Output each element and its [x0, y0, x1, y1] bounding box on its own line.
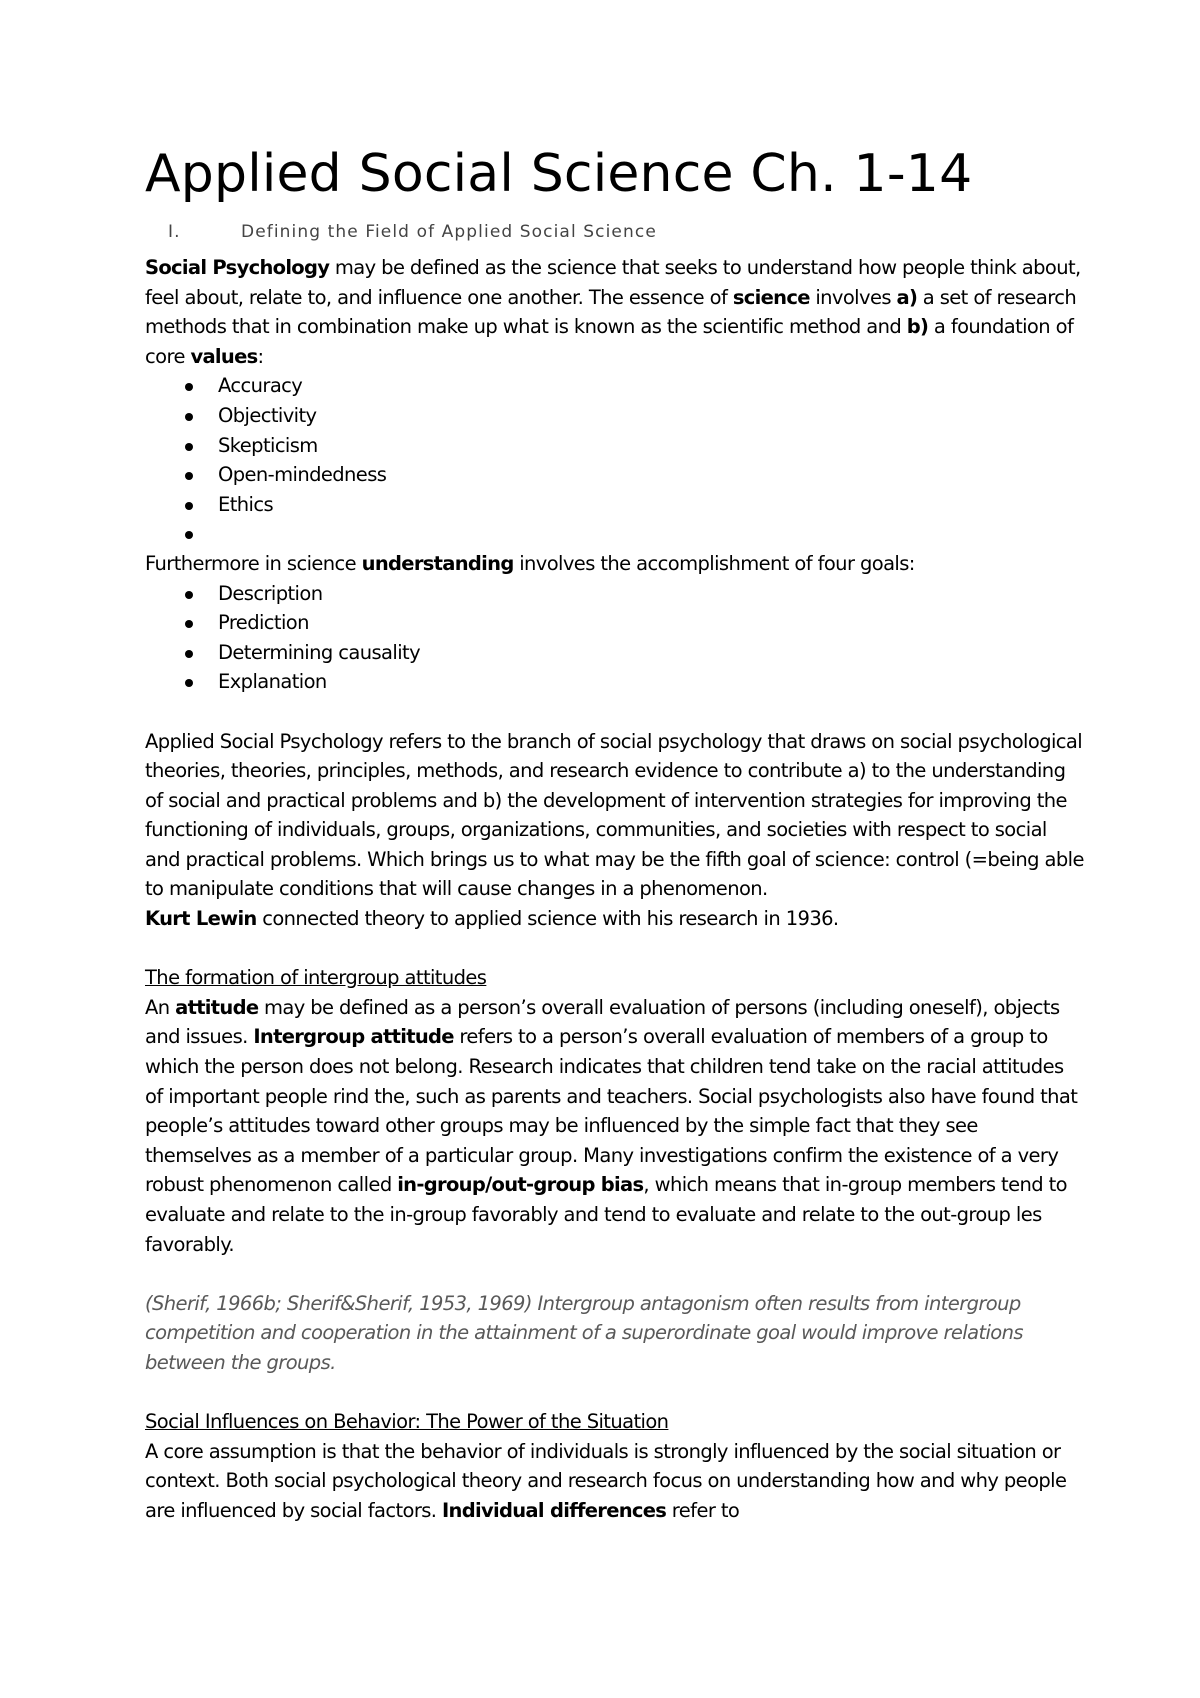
term-intergroup-attitude: Intergroup attitude: [253, 1025, 454, 1049]
text-run: An: [145, 995, 176, 1019]
text-run: :: [257, 344, 264, 368]
text-run: a set of research methods that in combination make up what is known as the scientific method and: [145, 285, 1077, 339]
paragraph-spacer: [145, 1378, 1085, 1408]
list-item: Skepticism: [145, 431, 1085, 461]
section-title-intergroup-attitudes: The formation of intergroup attitudes: [145, 966, 487, 990]
applied-psychology-paragraph: Applied Social Psychology refers to the branch of social psychology that draws on social psychological theories, theories, principles, methods, and research evidence to contribute a) to the understanding of social and practical problems and b) the development of intervention strategies for improving the functioning of individuals, groups, organizations, communities, and societies with respect to social and practical problems. Which brings us to what may be the fifth goal of science: control (=being able to manipulate conditions that will cause changes in a phenomenon.: [145, 729, 1084, 901]
term-kurt-lewin: Kurt Lewin: [145, 907, 257, 931]
heading-text: Defining the Field of Applied Social Science: [241, 222, 657, 242]
document-body: [145, 138, 1085, 1526]
term-values: values: [190, 344, 258, 368]
list-item: Description: [145, 579, 1085, 609]
text-run: refers to a person’s overall evaluation of members of a group to which the person does not belong. Research indicates that children tend take on the racial attitudes of important people rind the, such as parents and teachers. Social psychologists also have found that people’s attitudes toward other groups may be influenced by the simple fact that they see themselves as a member of a particular group. Many investigations confirm the existence of a very robust phenomenon called: [145, 1025, 1078, 1197]
text-run: involves: [809, 285, 897, 309]
intro-paragraph: [145, 253, 1085, 371]
document-title: Applied Social Science Ch. 1-14: [145, 144, 973, 204]
text-run: refer to: [666, 1498, 740, 1522]
list-item: [145, 519, 1085, 549]
term-b: b): [906, 315, 929, 339]
text-run: , which means that in-group members tend to evaluate and relate to the in-group favorably and tend to evaluate and relate to the out-group les favorably.: [145, 1173, 1068, 1256]
lewin-paragraph: [145, 904, 1085, 934]
list-item: Determining causality: [145, 638, 1085, 668]
list-item: Objectivity: [145, 401, 1085, 431]
list-item: Accuracy: [145, 371, 1085, 401]
text-run: a foundation of core: [145, 315, 1074, 368]
list-item: Explanation: [145, 667, 1085, 697]
text-run: connected theory to applied science with his research in 1936.: [256, 907, 839, 931]
text-run: may be defined as the science that seeks to understand how people think about, feel about, relate to, and influence one another. The essence of: [145, 256, 1081, 309]
social-influences-paragraph: [145, 1437, 1085, 1526]
text-run: A core assumption is that the behavior of individuals is strongly influenced by the social situation or context. Both social psychological theory and research focus on understanding how and why people are influenced by social factors.: [145, 1439, 1067, 1522]
paragraph-spacer: [145, 1259, 1085, 1289]
list-item: Prediction: [145, 608, 1085, 638]
goals-list: [145, 579, 1085, 697]
text-run: Furthermore in science: [145, 551, 362, 575]
heading-number: I.: [168, 222, 181, 242]
citation-paragraph: (Sherif, 1966b; Sherif&Sherif, 1953, 1969) Intergroup antagonism often results from intergroup competition and cooperation in the attainment of a superordinate goal would improve relations between the groups.: [145, 1291, 1023, 1374]
text-run: may be defined as a person’s overall evaluation of persons (including oneself), objects and issues.: [145, 995, 1060, 1049]
intergroup-paragraph: [145, 993, 1085, 1259]
goals-paragraph: [145, 549, 1085, 579]
term-science: science: [732, 285, 810, 309]
values-list: [145, 371, 1085, 549]
term-understanding: understanding: [361, 551, 514, 575]
term-a: a): [896, 285, 918, 309]
section-heading: [145, 220, 1085, 244]
term-social-psychology: Social Psychology: [145, 256, 330, 279]
list-item: Ethics: [145, 490, 1085, 520]
paragraph-spacer: [145, 934, 1085, 964]
text-run: involves the accomplishment of four goals:: [513, 551, 915, 575]
term-in-group-bias: in-group/out-group bias: [397, 1173, 644, 1197]
list-item: Open-mindedness: [145, 460, 1085, 490]
term-individual-differences: Individual differences: [442, 1498, 667, 1522]
section-title-social-influences: Social Influences on Behavior: The Power of the Situation: [145, 1410, 669, 1434]
term-attitude: attitude: [175, 995, 259, 1019]
paragraph-spacer: [145, 697, 1085, 727]
